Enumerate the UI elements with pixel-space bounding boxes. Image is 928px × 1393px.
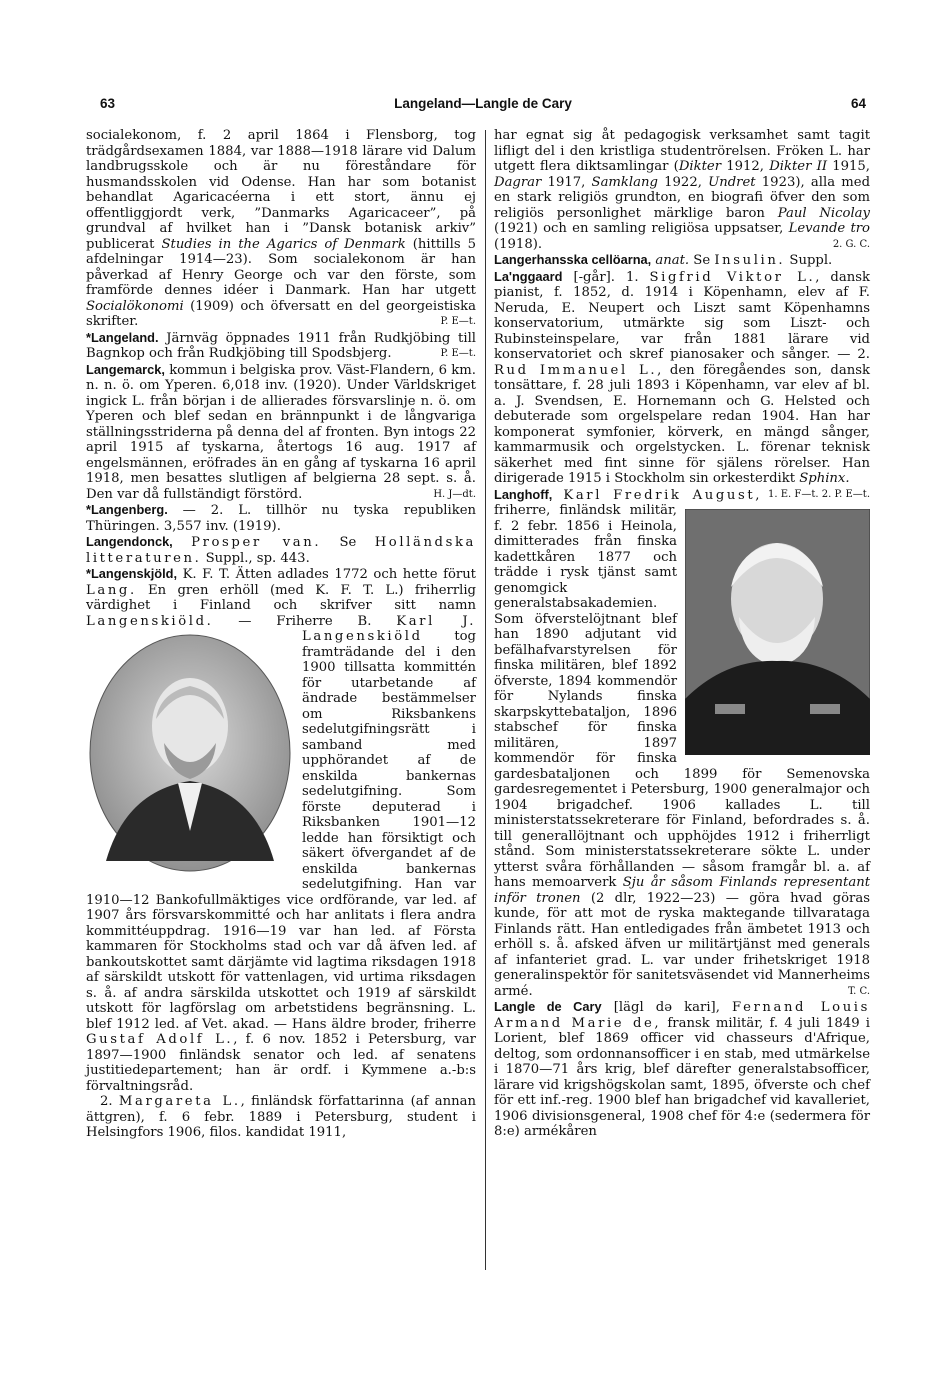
portrait-karl-langenskiold (86, 631, 294, 876)
headword: La'nggaard (494, 268, 563, 284)
signature: T. C. (847, 985, 870, 997)
headword: *Langenskjöld, (86, 566, 178, 581)
headword: Langhoff, (494, 486, 553, 502)
right-column (494, 128, 870, 1140)
entry-margareta: 2. Margareta L., finländsk författarinna (af annan ättgren), f. 6 febr. 1889 i Petersburg, student i Helsingfors 1906, filos. kandidat 1911, (86, 1094, 476, 1140)
signature: H. J—dt. (433, 488, 476, 500)
signature: P. E—t. (440, 316, 476, 327)
headword: Langemarck, (86, 361, 165, 377)
entry-langemarck: Langemarck, kommun i belgiska prov. Väst-Flandern, 6 km. n. n. ö. om Yperen. 6,018 inv. (1920). Under Världskriget ingick L. från början i de allierades försvarslinje n. ö. om Yperen och blef sedan en brännpunkt i de långvariga ställningsstriderna på denna del af fronten. Byn intogs 22 april 1915 af tyskarna, återtogs 16 aug. 1917 af engelsmännen, eröfrades än en gång af tyskarna 16 april 1918, men besattes slutligen af belgierna 28 sept. s. å. Den var då fullständigt förstörd. H. J—dt. (86, 361, 476, 502)
page-number-left: 63 (100, 96, 116, 111)
entry-langgaard: La'nggaard [-går]. 1. Sigfrid Viktor L., dansk pianist, f. 1852, d. 1914 i Köpenhamn, elev af F. Neruda, E. Neupert och Liszt samt Köpenhamns konservatorium, utmärkte sig som Liszt- och Rubinsteinspelare, var från 1881 lärare vid konservatoriet och skref pianosaker och sånger. — 2. Rud Immanuel L., den föregåendes son, dansk tonsättare, f. 28 juli 1893 i Köpenhamn, var elev af bl. a. J. Svendsen, E. Hornemann och G. Helsted och debuterade som orgelspelare redan 1904. Han har komponerat symfonier, körverk, en mängd sånger, kammarmusik och orgelstycken. L. förenar teknisk säkerhet med fint sinne för själens rörelser. Han dirigerade 1915 i Stockholm sin orkesterdikt Sphinx. 1. E. F—t. 2. P. E—t. (494, 269, 870, 487)
signature: 1. E. F—t. 2. P. E—t. (768, 488, 870, 500)
column-divider (485, 130, 486, 1270)
running-title: Langeland—Langle de Cary (394, 96, 572, 111)
headword: *Langeland. (86, 329, 159, 345)
entry-langle-de-cary: Langle de Cary [lägl dә kari], Fernand Louis Armand Marie de, fransk militär, f. 4 juli 1849 i Lorient, blef 1869 officer vid chasseurs d'Afrique, deltog, som ordonnansofficer i en stab, med utmärkelse i 1870—71 års krig, blef därefter generalstabsofficer, lärare vid krigshögskolan samt, 1895, öfverste och chef för ett inf.-reg. 1900 blef han brigadchef vid kavalleriet, 1906 divisionsgeneral, 1908 chef för 4:e (sedermera för 8:e) armékåren (494, 999, 870, 1139)
page-header (100, 96, 866, 116)
entry-langeland: *Langeland. Järnväg öppnades 1911 från Rudkjöbing till Bagnkop och från Rudkjöbing till Spodsbjerg. P. E—t. (86, 329, 476, 361)
headword: Langle de Cary (494, 999, 602, 1014)
signature: 2. G. C. (832, 238, 870, 250)
headword: *Langenberg. (86, 502, 168, 517)
entry-langhoff: Langhoff, Karl Fredrik August, friherre, finländsk militär, f. 2 febr. 1856 i Heinola, dimitterades från finska kadettkåren 1877 och trädde i rysk tjänst samt genomgick generalstabsakademien. Som öfverstelöjtnant blef han 1890 adjutant vid befälhafvarstyrelsen för finska militären, blef 1892 öfverste, 1894 kommendör för Nylands finska skarpskyttebataljon, 1896 stabschef för finska militären, 1897 kommendör för finska gardesbataljonen och 1899 för Semenovska gardesregementet i Petersburg, 1900 generalmajor och 1904 brigadchef. 1906 kallades L. till ministerstatssekreterare för Finland, befordrades s. å. till generallöjtnant och upphöjdes 1912 i friherrligt stånd. Som ministerstatssekreterare sökte L. under ytterst svåra förhållanden — såsom framgår bl. a. af hans memoarverk Sju år såsom Finlands representant inför tronen (2 dlr, 1922—23) — göra hvad göras kunde, för att mot de ryska maktegande tillvaratagа Finlands rätt. Han entledigades från ämbetet 1913 och erhöll s. å. afsked äfven ur militärtjänst med generals af infanteriet grad. L. var under frihetskriget 1918 generalinspektör för sanitetsväsendet vid Mannerheims armé. T. C. (494, 486, 870, 999)
signature: P. E—t. (440, 348, 476, 359)
entry-langenskjold: *Langenskjöld, K. F. T. Ätten adlades 1772 och hette förut Lang. En gren erhöll (med K. F. T. L.) friherrlig värdighet i Finland och skrifver sitt namn Langenskiöld. — Friherre B. Karl J. Langenskiöld tog framträdande del i den 1900 tillsatta kommittén för utarbetande af ändrade bestämmelser om Riksbankens sedelutgifningsrätt i samband med upphörandet af de enskilda bankernas sedelutgifning. Som förste deputerad i Riksbanken 1901—12 ledde han försiktigt och säkert öfvergandet af de enskilda bankernas sedelutgifning. Han var 1910—12 Bankofullmäktiges vice ordförande, var led. af 1907 års försvarskommitté och har anlitats i flera andra kommittéuppdrag. 1916—19 var han led. af Första kammaren för Stockholms stad och var då äfven led. af bankoutskottet samt därjämte vid lagtima riksdagen 1918 af särskildt utskott för vattenlagen, vid urtima riksdagen s. å. af andra särskilda utskottet och 1919 af särskildt utskott för lagförslag om arbetstidens begränsning. L. blef 1912 led. af Vet. akad. — Hans äldre broder, friherre Gustaf Adolf L., f. 6 nov. 1852 i Petersburg, var 1897—1900 finländsk senator och led. af senatens justitiedepartement; han är ordf. i Kymmene a.-b:s förvaltningsråd. (86, 566, 476, 1094)
portrait-karl-langhoff (685, 509, 870, 755)
left-column (86, 128, 476, 1141)
entry-langeland-continued: socialekonom, f. 2 april 1864 i Flensborg, tog trädgårdsexamen 1884, var 1888—1918 lärare vid Dalum landbrugsskole och är nu föreståndare för husmandsskolen vid Odense. Han har som botanist behandlat Agaricacéerna i ett stort, ännu ej offentliggjordt verk, ”Danmarks Agaricaceer”, på grundval af hvilket han i ”Dansk botanisk arkiv” publicerat Studies in the Agarics of Denmark (hittills 5 afdelningar 1914—23). Som socialekonom är han påverkad af Henry George och var den förste, som framförde dennes idéer i Danmark. Han har utgett Socialökonomi (1909) och öfversatt en del georgeistiska skrifter. P. E—t. (86, 128, 477, 329)
entry-margareta-continued: har egnat sig åt pedagogisk verksamhet samt tagit lifligt del i den kristliga studentrörelsen. Fröken L. har utgett flera diktsamlingar (Dikter 1912, Dikter II 1915, Dagrar 1917, Samklang 1922, Undret 1923), alla med en stark religiös grundton, en biografi öfver den som religiös personlighet märklige baron Paul Nicolay (1921) och en samling religiösa uppsatser, Levande tro (1918). 2. G. C. (494, 128, 871, 252)
entry-langenberg: *Langenberg. — 2. L. tillhör nu tyska republiken Thüringen. 3,557 inv. (1919). (86, 502, 476, 534)
entry-langendonck: Langendonck, Prosper van. Se Holländska litteraturen. Suppl., sp. 443. (86, 534, 476, 566)
headword: Langendonck, (86, 534, 173, 549)
page-number-right: 64 (850, 96, 866, 111)
headword: Langerhansska cellöarna, (494, 252, 652, 267)
entry-langerhansska: Langerhansska cellöarna, anat. Se Insulin. Suppl. (494, 252, 833, 268)
